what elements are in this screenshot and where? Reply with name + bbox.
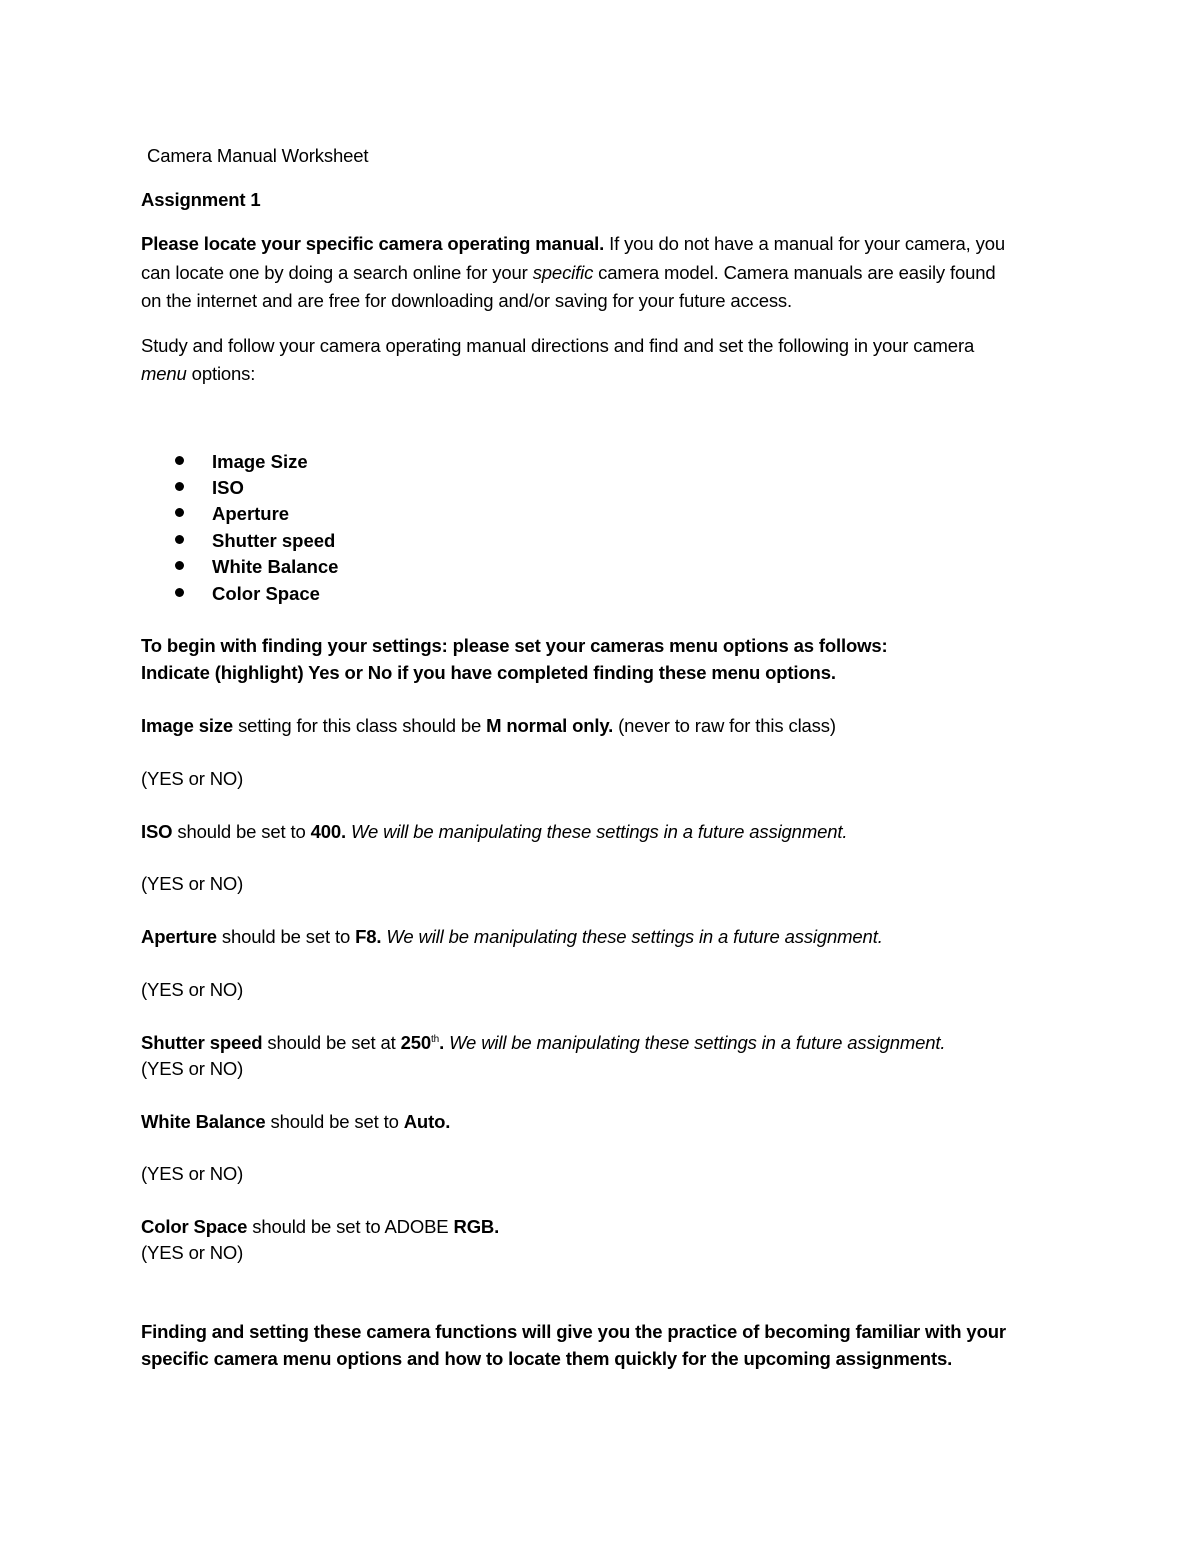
intro-line-1-rest: If you do not have a manual for your camera, you (604, 233, 1006, 254)
list-item: Color Space (212, 583, 320, 604)
shutter-note: We will be manipulating these settings in a future assignment. (444, 1032, 946, 1053)
bullet-dot-icon (175, 508, 184, 517)
study-line-2 (141, 363, 255, 385)
yes-no-white-balance: (YES or NO) (141, 1163, 244, 1184)
closing-line-1-text: Finding and setting these camera functions will give you the practice of becoming familiar with your (141, 1321, 1006, 1342)
list-item: ISO (212, 477, 244, 498)
list-item: Shutter speed (212, 530, 336, 551)
white-balance-text: should be set to (265, 1111, 404, 1132)
yes-no-iso: (YES or NO) (141, 873, 244, 894)
image-size-line (141, 715, 836, 737)
iso-note: We will be manipulating these settings in a future assignment. (346, 821, 848, 842)
iso-label: ISO (141, 821, 173, 842)
iso-text: should be set to (172, 821, 311, 842)
yes-no-color-space: (YES or NO) (141, 1242, 244, 1263)
shutter-period: . (439, 1032, 445, 1053)
intro-line-1 (141, 233, 1005, 255)
list-item: Aperture (212, 503, 290, 524)
iso-value: 400. (310, 821, 347, 842)
image-size-text: setting for this class should be (233, 715, 487, 736)
intro-bold-lead: Please locate your specific camera operating manual. (141, 233, 605, 254)
assignment-heading (141, 189, 261, 211)
image-size-label: Image size (141, 715, 234, 736)
shutter-label: Shutter speed (141, 1032, 263, 1053)
begin-line-2-text: Indicate (highlight) Yes or No if you have completed finding these menu options. (141, 662, 836, 683)
yes-no-aperture: (YES or NO) (141, 979, 244, 1000)
intro-line-2-a: can locate one by doing a search online for your (141, 262, 533, 283)
closing-line-2 (141, 1348, 952, 1370)
closing-line-1 (141, 1321, 1006, 1343)
begin-line-1 (141, 635, 888, 657)
aperture-text: should be set to (216, 926, 356, 947)
bullet-dot-icon (175, 588, 184, 597)
study-menu-italic: menu (141, 363, 187, 384)
begin-line-2 (141, 662, 836, 684)
white-balance-label: White Balance (141, 1111, 266, 1132)
yes-no-shutter: (YES or NO) (141, 1058, 244, 1079)
aperture-value: F8. (355, 926, 382, 947)
aperture-note: We will be manipulating these settings in a future assignment. (381, 926, 883, 947)
color-space-label: Color Space (141, 1216, 248, 1237)
aperture-label: Aperture (141, 926, 217, 947)
intro-line-2-italic: specific (532, 262, 594, 283)
shutter-value: 250 (400, 1032, 432, 1053)
color-space-text: should be set to ADOBE (247, 1216, 454, 1237)
begin-line-1-text: To begin with finding your settings: please set your cameras menu options as follows: (141, 635, 888, 656)
intro-line-2-b: camera model. Camera manuals are easily found (593, 262, 996, 283)
bullet-dot-icon (175, 456, 184, 465)
closing-line-2-text: specific camera menu options and how to locate them quickly for the upcoming assignments. (141, 1348, 953, 1369)
aperture-line (141, 926, 883, 948)
intro-line-3: on the internet and are free for downloading and/or saving for your future access. (141, 290, 793, 311)
bullet-dot-icon (175, 482, 184, 491)
document-title: Camera Manual Worksheet (147, 145, 369, 166)
white-balance-line (141, 1111, 450, 1133)
iso-line (141, 821, 847, 843)
image-size-value: M normal only. (486, 715, 614, 736)
color-space-line (141, 1216, 499, 1238)
intro-line-2 (141, 262, 996, 284)
list-item: Image Size (212, 451, 308, 472)
shutter-sup: th (431, 1034, 440, 1045)
bullet-dot-icon (175, 561, 184, 570)
list-item: White Balance (212, 556, 339, 577)
yes-no-image-size: (YES or NO) (141, 768, 244, 789)
shutter-text: should be set at (262, 1032, 401, 1053)
study-line-2-rest: options: (186, 363, 256, 384)
study-line-1: Study and follow your camera operating manual directions and find and set the following in your camera (141, 335, 975, 356)
image-size-note: (never to raw for this class) (613, 715, 836, 736)
assignment-label: Assignment 1 (141, 189, 261, 210)
color-space-value: RGB. (453, 1216, 500, 1237)
bullet-dot-icon (175, 535, 184, 544)
white-balance-value: Auto. (403, 1111, 451, 1132)
shutter-line (141, 1032, 945, 1054)
